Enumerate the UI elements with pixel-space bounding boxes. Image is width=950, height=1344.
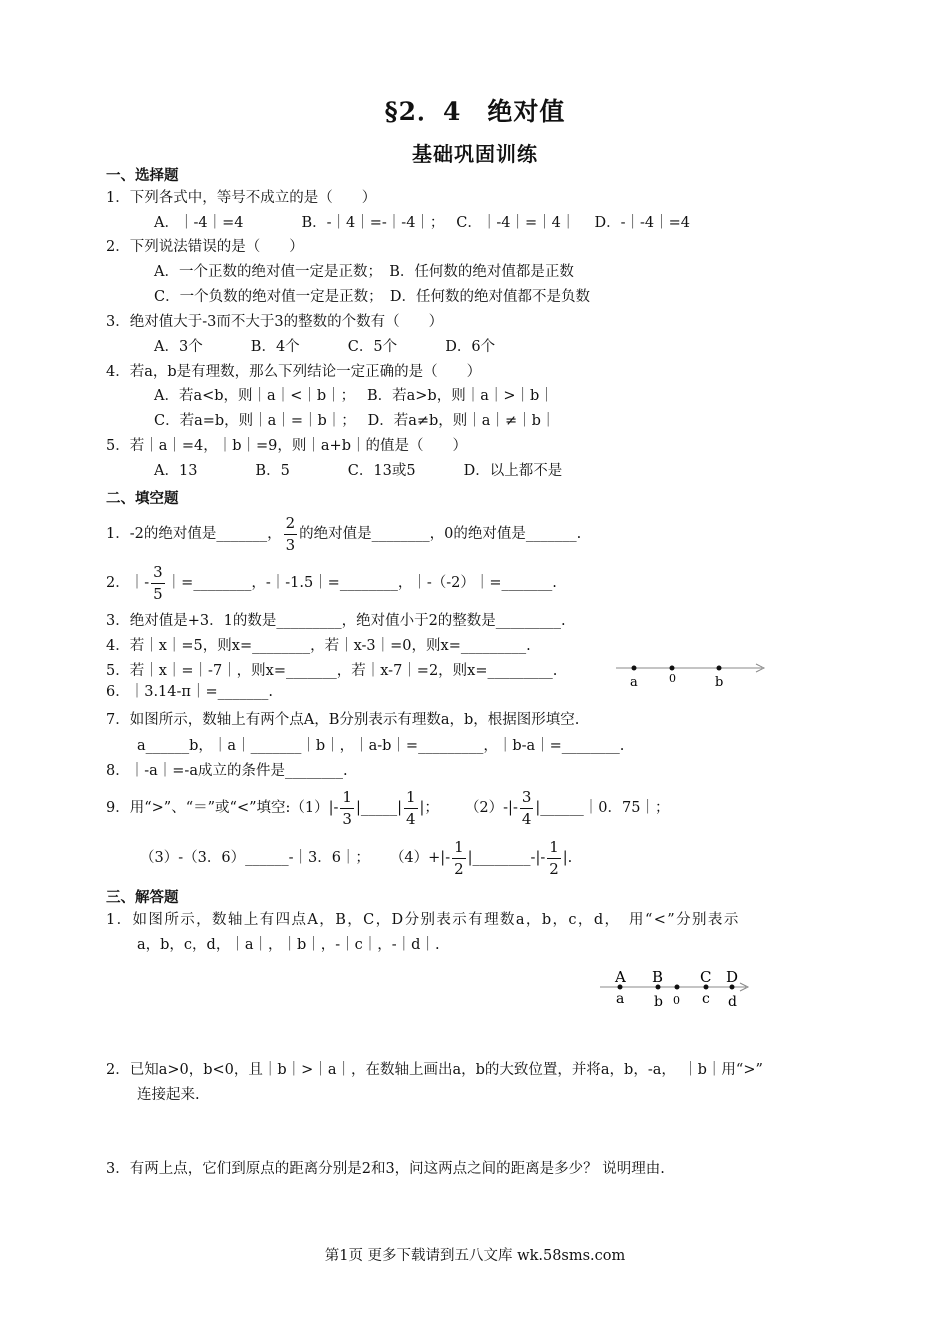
- s1-question-1: 1．下列各式中，等号不成立的是（ ）: [106, 190, 377, 206]
- numline-label: 0: [669, 672, 676, 685]
- numline-upper-label: A: [615, 968, 626, 986]
- point-0: [675, 985, 680, 990]
- fraction: [151, 562, 165, 603]
- s2-question-5: 5．若｜x｜=｜-7｜，则x=_______，若｜x-7｜=2，则x=_________.: [106, 663, 558, 679]
- s1-question-1-options: A．｜-4｜=4 B．-｜4｜=-｜-4｜； C．｜-4｜=｜4｜ D．-｜-4｜=4: [154, 215, 691, 231]
- fraction-numerator: 1: [340, 790, 354, 809]
- s2-q1-text-a: 1．-2的绝对值是_______，: [106, 526, 282, 542]
- page-footer: 第1页 更多下载请到五八文库 wk.58sms.com: [324, 1248, 626, 1264]
- fraction-denominator: 3: [285, 535, 296, 554]
- numline-label: b: [715, 675, 724, 690]
- fraction-denominator: 2: [549, 859, 559, 878]
- s3-question-1-line-1: 1．如图所示，数轴上有四点A，B，C，D分别表示有理数a，b，c，d， 用“<”分别表示: [106, 912, 740, 928]
- s2-q9-intro: 9．用“>”、“＝”或“<”填空:（1）: [106, 800, 329, 816]
- s1-question-2: 2．下列说法错误的是（ ）: [106, 239, 304, 255]
- s1-question-2-options-ab: A．一个正数的绝对值一定是正数； B．任何数的绝对值都是正数: [154, 264, 574, 280]
- s2-question-8: 8．｜-a｜=-a成立的条件是________.: [106, 763, 348, 779]
- s2-question-2: [106, 557, 557, 609]
- numline-lower-label: c: [702, 991, 710, 1007]
- s2-q1-text-b: 的绝对值是________，0的绝对值是_______.: [299, 526, 582, 542]
- fraction-denominator: 2: [454, 859, 464, 878]
- number-line-abcd: [596, 962, 756, 1012]
- s2-q9-2-start: （2）-|-: [464, 800, 518, 816]
- s1-question-5: 5．若｜a｜=4，｜b｜=9，则｜a+b｜的值是（ ）: [106, 438, 467, 454]
- s2-q2-text-b: ｜=________，-｜-1.5｜=________，｜-（-2）｜=_______.: [166, 575, 557, 591]
- fraction-numerator: 1: [404, 790, 418, 809]
- fraction-denominator: 4: [521, 809, 532, 828]
- section-3-heading: 三、解答题: [106, 889, 179, 906]
- s2-question-1: [106, 508, 581, 560]
- s2-q9-1-abs-open: |-: [328, 800, 339, 816]
- point-b: [717, 666, 722, 671]
- s2-question-9-part-1-2: [106, 782, 669, 834]
- s3-question-3: 3．有两上点，它们到原点的距离分别是2和3，问这两点之间的距离是多少？ 说明理由.: [106, 1161, 665, 1177]
- fraction-numerator: 1: [547, 840, 561, 859]
- s1-question-4: 4．若a，b是有理数，那么下列结论一定正确的是（ ）: [106, 364, 482, 380]
- numline-upper-label: C: [700, 968, 712, 986]
- s3-question-1-line-2: a，b，c，d，｜a｜，｜b｜，-｜c｜，-｜d｜.: [137, 937, 440, 953]
- fraction: [452, 837, 466, 878]
- section-2-heading: 二、填空题: [106, 490, 179, 507]
- s1-question-2-options-cd: C．一个负数的绝对值一定是正数； D．任何数的绝对值都不是负数: [154, 289, 590, 305]
- numline-lower-label: b: [654, 994, 663, 1010]
- s1-question-3-options: A．3个 B．4个 C．5个 D．6个: [154, 339, 496, 355]
- s1-question-4-options-ab: A．若a<b，则｜a｜<｜b｜； B．若a>b，则｜a｜>｜b｜: [154, 388, 554, 404]
- fraction-denominator: 3: [342, 809, 352, 828]
- s2-q2-text-a: 2．｜-: [106, 575, 150, 591]
- fraction: [547, 837, 561, 878]
- fraction: [340, 787, 354, 828]
- point-0: [670, 666, 675, 671]
- s2-q9-1-end: |；: [419, 800, 439, 816]
- s2-q9-4-blank: |________-|-: [467, 850, 546, 866]
- section-1-heading: 一、选择题: [106, 167, 179, 184]
- s2-question-7-blanks: a______b，｜a｜_______｜b｜，｜a-b｜=_________，｜b-a｜=________.: [137, 738, 625, 754]
- s2-q9-2-end: |______｜0．75｜；: [535, 800, 670, 816]
- s1-question-5-options: A．13 B．5 C．13或5 D．以上都不是: [154, 463, 563, 479]
- numline-upper-label: B: [652, 968, 664, 986]
- fraction-numerator: 1: [452, 840, 466, 859]
- s2-question-7: 7．如图所示，数轴上有两个点A，B分别表示有理数a，b，根据图形填空.: [106, 712, 580, 728]
- fraction: [520, 787, 534, 828]
- fraction: [404, 787, 418, 828]
- fraction: [284, 513, 298, 554]
- s2-q9-4-start: （4）+|-: [389, 850, 451, 866]
- point-a: [632, 666, 637, 671]
- numline-upper-label: D: [726, 968, 739, 986]
- fraction-numerator: 3: [151, 565, 165, 584]
- s2-q9-4-end: |.: [562, 850, 573, 866]
- page-subtitle: 基础巩固训练: [412, 142, 538, 166]
- s2-question-4: 4．若｜x｜=5，则x=________，若｜x-3｜=0，则x=_________.: [106, 638, 531, 654]
- numline-lower-label: 0: [673, 994, 680, 1007]
- s3-question-2-line-2: 连接起来.: [137, 1087, 200, 1103]
- s2-question-6: 6．｜3.14-π｜=_______.: [106, 684, 273, 700]
- s2-q9-3: （3）-（3．6）______-｜3．6｜；: [140, 850, 370, 866]
- fraction-numerator: 3: [520, 790, 534, 809]
- s1-question-3: 3．绝对值大于-3而不大于3的整数的个数有（ ）: [106, 314, 444, 330]
- s3-question-2-line-1: 2．已知a>0，b<0，且｜b｜>｜a｜，在数轴上画出a，b的大致位置，并将a，b，-a， ｜b｜用“>”: [106, 1062, 763, 1078]
- numline-label: a: [630, 675, 638, 690]
- fraction-denominator: 4: [406, 809, 416, 828]
- s1-question-4-options-cd: C．若a=b，则｜a｜=｜b｜； D．若a≠b，则｜a｜≠｜b｜: [154, 413, 556, 429]
- fraction-numerator: 2: [284, 516, 298, 535]
- s2-question-9-part-3-4: [140, 832, 572, 884]
- s2-question-3: 3．绝对值是+3．1的数是_________，绝对值小于2的整数是_________.: [106, 613, 566, 629]
- number-line-q7: [612, 658, 772, 690]
- numline-lower-label: d: [728, 994, 737, 1010]
- page-title: §2．4 绝对值: [384, 97, 566, 126]
- s2-q9-1-blank: |_____|: [355, 800, 402, 816]
- fraction-denominator: 5: [153, 584, 163, 603]
- numline-lower-label: a: [616, 991, 625, 1007]
